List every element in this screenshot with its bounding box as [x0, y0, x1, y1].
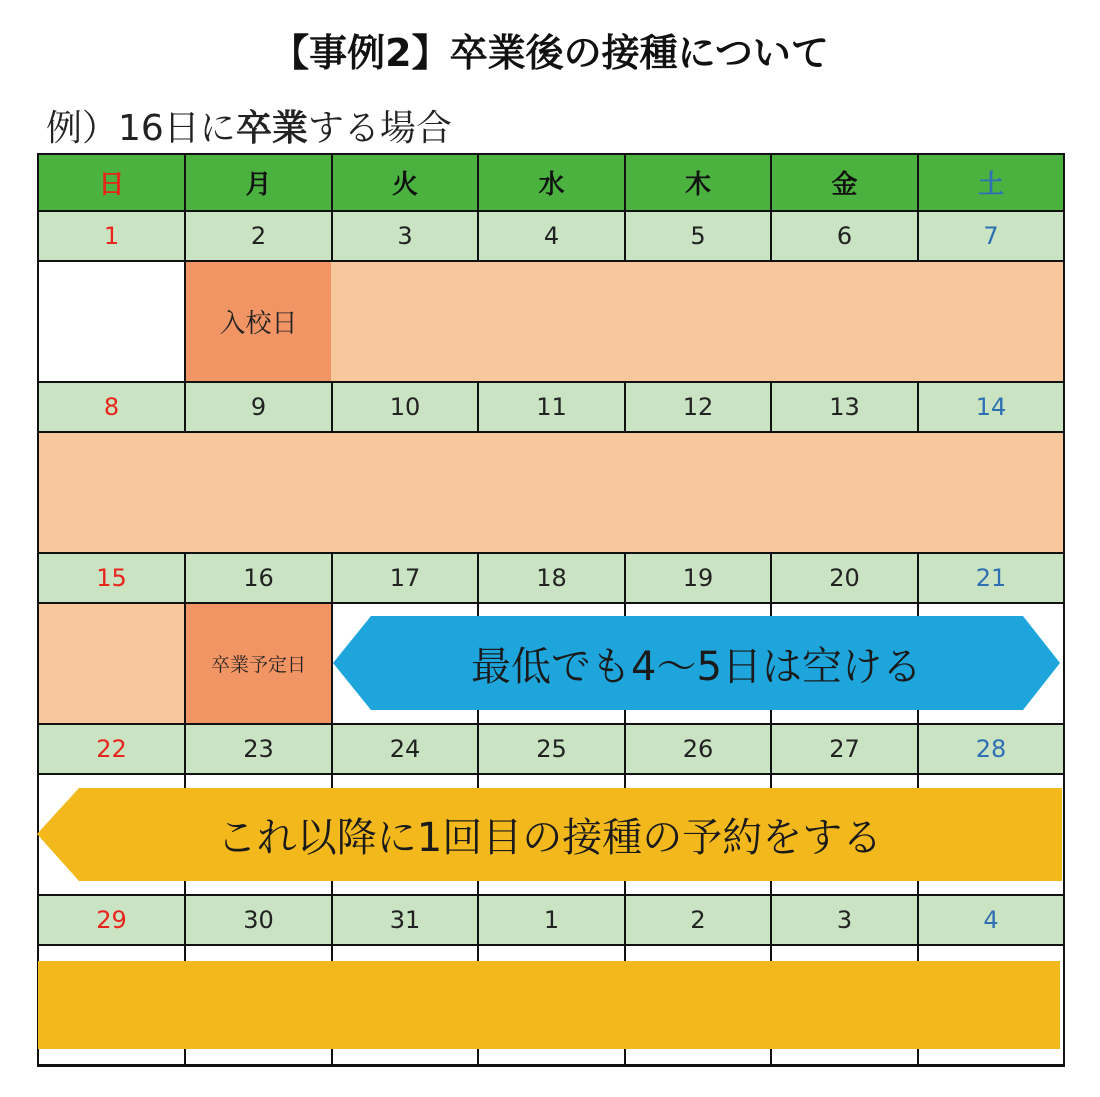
weekday-header: 月 [184, 153, 333, 212]
date-cell: 16 [184, 552, 333, 604]
enrollment-period-fill [39, 433, 1063, 552]
date-cell: 11 [477, 381, 626, 433]
date-cell: 31 [331, 894, 479, 946]
date-cell: 9 [184, 381, 333, 433]
caption-bold: 卒業 [235, 108, 308, 149]
grid-horizontal-line [37, 381, 1065, 383]
weekday-header: 木 [624, 153, 772, 212]
caption-prefix: 例）16日に [46, 108, 236, 149]
date-cell: 14 [917, 381, 1065, 433]
date-cell: 21 [917, 552, 1065, 604]
date-cell: 5 [624, 210, 772, 262]
date-cell: 30 [184, 894, 333, 946]
grid-horizontal-line [37, 1064, 1065, 1066]
date-cell: 25 [477, 723, 626, 775]
date-cell: 12 [624, 381, 772, 433]
date-cell: 29 [37, 894, 186, 946]
date-cell: 24 [331, 723, 479, 775]
date-cell: 20 [770, 552, 919, 604]
date-cell: 22 [37, 723, 186, 775]
date-cell: 2 [624, 894, 772, 946]
weekday-header: 火 [331, 153, 479, 212]
reserve-vaccination-arrow [37, 788, 1062, 881]
grid-horizontal-line [37, 723, 1065, 725]
date-cell: 28 [917, 723, 1065, 775]
date-cell: 1 [477, 894, 626, 946]
weekday-header: 土 [917, 153, 1065, 212]
grid-horizontal-line [37, 944, 1065, 946]
date-cell: 13 [770, 381, 919, 433]
entrance-day-label: 入校日 [219, 309, 298, 339]
date-cell: 6 [770, 210, 919, 262]
date-cell: 8 [37, 381, 186, 433]
date-cell: 3 [770, 894, 919, 946]
grid-horizontal-line [37, 210, 1065, 212]
date-cell: 19 [624, 552, 772, 604]
reserve-vaccination-arrow-label: これ以降に1回目の接種の予約をする [216, 815, 883, 861]
grid-horizontal-line [37, 894, 1065, 896]
date-cell: 4 [917, 894, 1065, 946]
date-cell: 26 [624, 723, 772, 775]
entrance-day-cell [186, 262, 331, 381]
caption-suffix: する場合 [307, 108, 452, 149]
reservation-period-band [38, 961, 1060, 1049]
date-cell: 10 [331, 381, 479, 433]
date-cell: 27 [770, 723, 919, 775]
grid-horizontal-line [37, 552, 1065, 554]
date-cell: 18 [477, 552, 626, 604]
date-cell: 1 [37, 210, 186, 262]
date-cell: 15 [37, 552, 186, 604]
date-cell: 2 [184, 210, 333, 262]
page-title: 【事例2】卒業後の接種について [271, 31, 829, 75]
weekday-header: 日 [37, 153, 186, 212]
date-cell: 7 [917, 210, 1065, 262]
wait-days-arrow-label: 最低でも4〜5日は空ける [471, 643, 922, 690]
weekday-header: 水 [477, 153, 626, 212]
date-cell: 4 [477, 210, 626, 262]
grid-horizontal-line [37, 153, 1065, 155]
weekday-header: 金 [770, 153, 919, 212]
date-cell: 23 [184, 723, 333, 775]
graduation-day-label: 卒業予定日 [210, 654, 306, 676]
day-body-cell [37, 260, 186, 383]
date-cell: 3 [331, 210, 479, 262]
enrollment-period-fill [39, 604, 184, 723]
date-cell: 17 [331, 552, 479, 604]
wait-days-arrow [333, 616, 1060, 710]
grid-horizontal-line [37, 773, 1065, 775]
graduation-day-cell [186, 604, 331, 723]
grid-vertical-line [1063, 153, 1065, 1066]
